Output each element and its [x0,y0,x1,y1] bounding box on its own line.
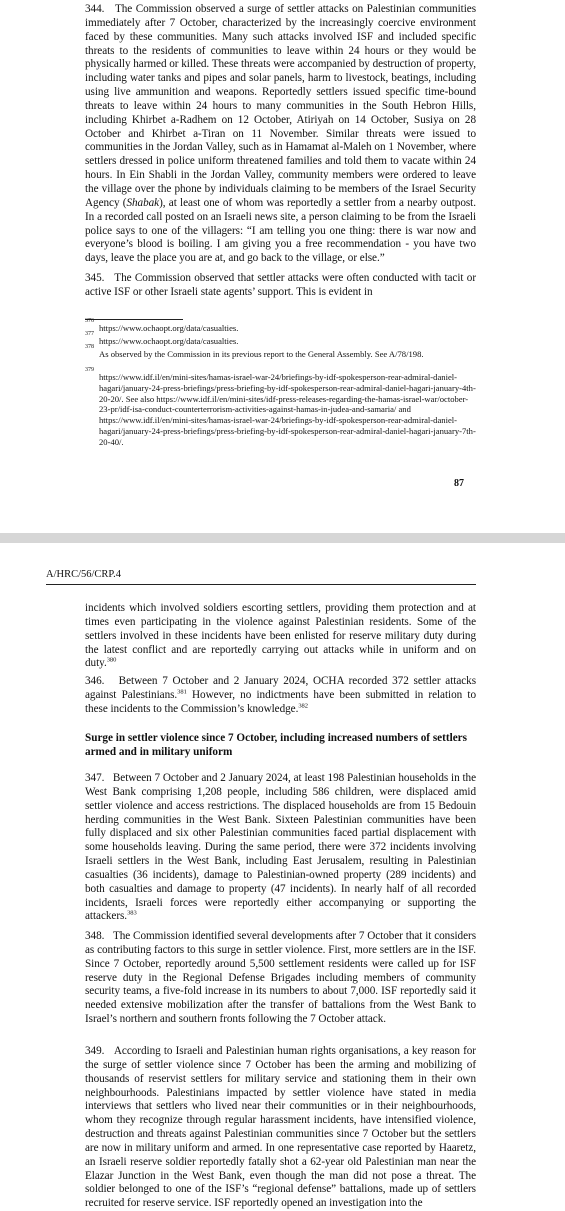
paragraph-347: 347. Between 7 October and 2 January 2024, at least 198 Palestinian households in the West Bank comprising 1,208 people, including 586 children, were displaced amid settler violence and access restrictions. The displaced households are from 15 Bedouin herding communities in the West Bank. Sixteen Palestinian communities have been fully displaced and six other Palestinian communities faced partial displacement with some households leaving. During the same period, there were 372 incidents involving Israeli settlers in the West Bank, including East Jerusalem, resulting in Palestinian casualties (36 incidents), damage to Palestinian-owned property (289 incidents) and both casualties and damage to property (47 incidents). In nearly half of all recorded incidents, Israeli forces were reportedly either accompanying or supporting the attackers.$^{383}$ [85,772,476,923]
footnote-ref-380[interactable]: 380 [106,656,117,664]
header-rule [46,584,476,585]
paragraph-346: 346. Between 7 October and 2 January 2024, OCHA recorded 372 settler attacks against Palestinians.$^{381}$ However, no indictments have been submitted in relation to these incidents to the Commission’s knowledge.$^{382}$ [85,675,476,715]
page-break [0,533,565,543]
document-page-87 [0,0,565,533]
paragraph-continued: incidents which involved soldiers escorting settlers, providing them protection and at times even participating in the violence against Palestinian residents. Some of the settlers involved in these incidents have been enlisted for reserve military duty during the latest conflict and are reportedly carrying out attacks while in uniform and on duty.$^{380}$ [85,602,476,670]
section-heading: Surge in settler violence since 7 October, including increased numbers of settlers armed and in military uniform [85,732,467,758]
page-number: 87 [454,478,464,489]
footnote-ref-381[interactable]: 381 [177,688,187,696]
footnote-376: 376 https://www.ochaopt.org/data/casualties. [85,318,239,333]
document-symbol: A/HRC/56/CRP.4 [46,569,121,580]
footnote-ref-382[interactable]: 382 [298,701,308,709]
footnote-378: 378 As observed by the Commission in its previous report to the General Assembly. See A/78/198. [85,344,424,359]
paragraph-345: 345. The Commission observed that settler attacks were often conducted with tacit or active ISF or other Israeli state agents’ support. This is evident in [85,272,476,298]
paragraph-349: 349. According to Israeli and Palestinian human rights organisations, a key reason for the surge of settler violence since 7 October has been the arming and mobilizing of thousands of reservist settlers for military service and stationing them in their own neighbourhoods. Palestinians impacted by settler violence have stated in media interviews that settlers who lived near their communities or in their neighbourhoods, whom they recognize through regular harassment incidents, have intensified violence, destruction and threats against Palestinian communities since 7 October but the settlers are now in military uniform and armed. In one representative case reported by Haaretz, an Israeli reserve soldier reportedly fatally shot a 62-year old Palestinian man near the Elazar Junction in the West Bank, even though the man did not pose a threat. The soldier belonged to one of the ISF’s “regional defense” battalions, made up of settlers recruited for reserve service. ISF reportedly opened an investigation into the [85,1045,476,1210]
document-page-88 [0,543,565,1210]
footnote-379: 379 https://www.idf.il/en/mini-sites/hamas-israel-war-24/briefings-by-idf-spokesperson-rear-admiral-daniel-hagari/january-24-press-briefings/press-briefing-by-idf-spokesperson-rear-admiral-daniel-hagari-january-4th-20-20/. See also https://www.idf.il/en/mini-sites/idf-press-releases-regarding-the-hamas-israel-war/october-23-pr/idf-isa-conduct-counterterrorism-activities-against-hamas-in-judea-and-samaria/ and https://www.idf.il/en/mini-sites/hamas-israel-war-24/briefings-by-idf-spokesperson-rear-admiral-daniel-hagari/january-24-press-briefings/press-briefing-by-idf-spokesperson-rear-admiral-daniel-hagari-january-7th-20-40/. [85,367,476,447]
footnote-separator [85,319,183,320]
footnote-377: 377 https://www.ochaopt.org/data/casualties. [85,331,239,346]
footnote-ref-383[interactable]: 383 [127,909,137,917]
paragraph-344: 344. The Commission observed a surge of settler attacks on Palestinian communities immediately after 7 October, characterized by the increasingly coercive environment faced by these communities. Many such attacks involved ISF and included specific threats to the residents of communities to leave within 24 hours or they would be physically harmed or killed. These threats were accompanied by destruction of property, including water tanks and pipes and solar panels, harm to livestock, beatings, including using live ammunition and weapons. Reportedly settlers issued specific time-bound threats to leave within 24 hours to many communities in the South Hebron Hills, including Khirbet a-Radhem on 12 October, Atiriyah on 14 October, Susiya on 28 October and Khirbet a-Tiran on 11 November. Similar threats were issued to communities in the Jordan Valley, such as in Hamamat al-Maleh on 1 November, where settlers dressed in police uniform threatened families and told them to vacate within 24 hours. In Ein Shabli in the Jordan Valley, community members were ordered to leave the village over the phone by individuals claiming to be members of the Israel Security Agency (Shabak), at least one of whom was reportedly a settler from a nearby outpost. In a recorded call posted on an Israeli news site, a person claiming to be from the Israeli police says to one of the villagers: “I am telling you one thing: there is war now and everyone’s blood is boiling. I am giving you a free recommendation - you have two days, leave the place you are at, and go back to the village, or else.” [85,3,476,265]
paragraph-348: 348. The Commission identified several developments after 7 October that it considers as contributing factors to this surge in settler violence. First, more settlers are in the ISF. Since 7 October, reportedly around 5,500 settlement residents were called up for ISF reserve duty in the Regional Defense Brigades including members of community security teams, a five-fold increase in its numbers to about 7,000. ISF reportedly said it needed extensive mobilization after the transfer of battalions from the West Bank to Israel’s northern and southern fronts following the 7 October attack. [85,930,476,1026]
